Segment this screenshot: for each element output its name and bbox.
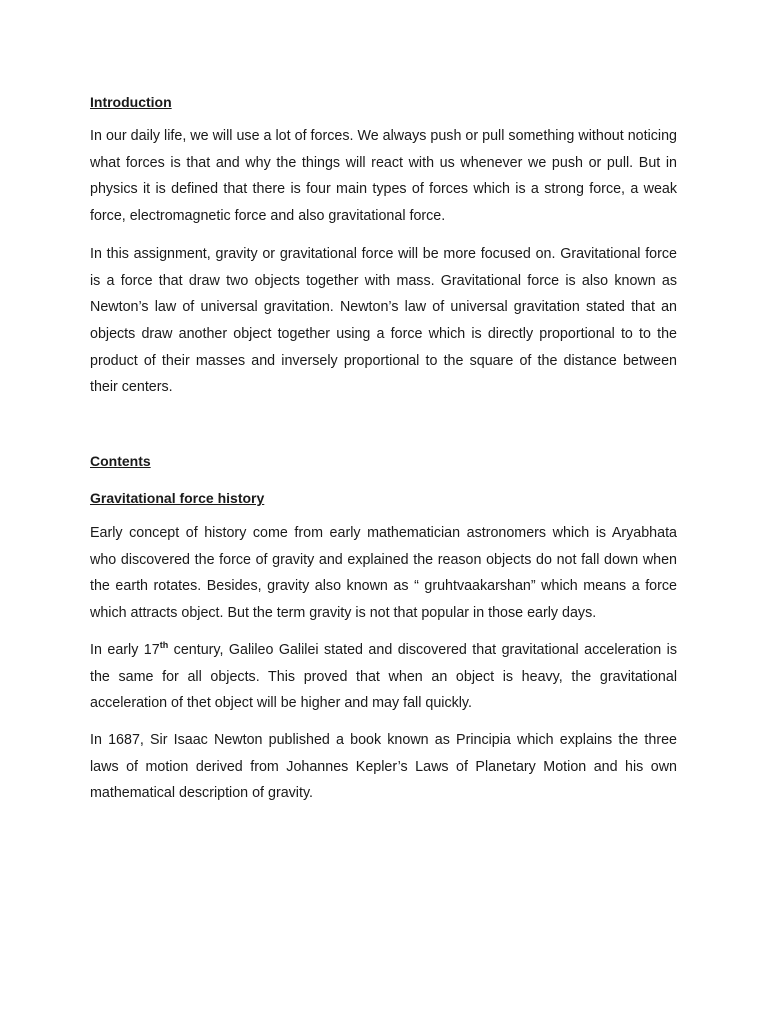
gravitational-force-history-heading: Gravitational force history xyxy=(90,490,265,507)
introduction-heading: Introduction xyxy=(90,94,172,110)
introduction-paragraph-1: In our daily life, we will use a lot of forces. We always push or pull something without noticing what forces is that and why the things will react with us whenever we push or pull. But in physics it is defined that there is four main types of forces which is a strong force, a weak force, electromagnetic force and also gravitational force. xyxy=(90,128,677,225)
contents-heading: Contents xyxy=(90,453,151,470)
history-paragraph-newton: In 1687, Sir Isaac Newton published a book known as Principia which explains the three laws of motion derived from Johannes Kepler’s Laws of Planetary Motion and his own mathematical description of gravity. xyxy=(90,731,677,802)
history-paragraph-aryabhata: Early concept of history come from early mathematician astronomers which is Aryabhata who discovered the force of gravity and explained the reason objects do not fall down when the earth rotates. Besides, gravity also known as “ gruhtvaakarshan” which means a force which attracts object. But the term gravity is not that popular in those early days. xyxy=(90,525,677,622)
introduction-paragraph-2: In this assignment, gravity or gravitational force will be more focused on. Gravitational force is a force that draw two objects together with mass. Gravitational force is also known as Newton’s law of universal gravitation. Newton’s law of universal gravitation stated that an objects draw another object together using a force which is directly proportional to to the product of their masses and inversely proportional to the square of the distance between their centers. xyxy=(90,245,677,396)
ordinal-superscript: th xyxy=(159,639,169,650)
galileo-text-end: century, Galileo Galilei stated and discovered that gravitational acceleration is the same for all objects. This proved that when an object is heavy, the gravitational acceleration of thet object will be higher and may fall quickly. xyxy=(90,641,677,712)
document-body xyxy=(90,94,677,807)
history-paragraph-galileo xyxy=(90,637,677,717)
galileo-text-start: In early 17 xyxy=(90,641,160,658)
